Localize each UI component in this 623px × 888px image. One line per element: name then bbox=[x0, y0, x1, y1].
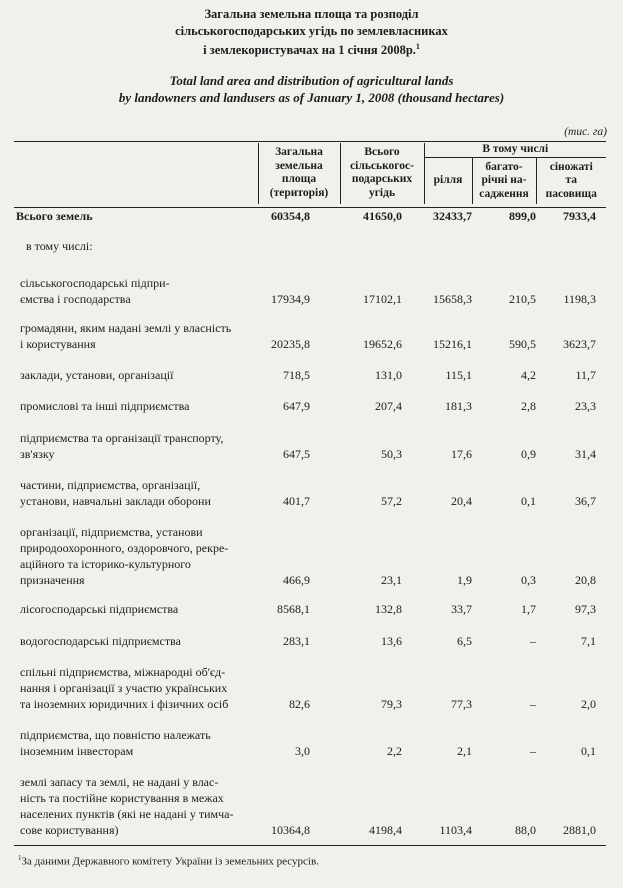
row-value-hayfields: 97,3 bbox=[575, 602, 596, 616]
row-label bbox=[20, 367, 270, 383]
row-value-arable: 6,5 bbox=[457, 634, 472, 648]
row-label bbox=[20, 664, 270, 712]
row-label-line: водогосподарські підприємства bbox=[20, 634, 181, 648]
row-value-perennial: 88,0 bbox=[515, 823, 536, 837]
row-label bbox=[20, 774, 270, 838]
title-ua-line-3 bbox=[0, 39, 623, 59]
row-value-perennial: 1,7 bbox=[521, 602, 536, 616]
row-label-line: призначення bbox=[20, 573, 85, 587]
row-value-hayfields: 2881,0 bbox=[563, 823, 596, 837]
header-label-column bbox=[14, 143, 258, 204]
row-label bbox=[20, 320, 270, 352]
header-agricultural-lands bbox=[340, 143, 424, 204]
row-value-hayfields: 20,8 bbox=[575, 573, 596, 587]
row-value-agricultural: 2,2 bbox=[387, 744, 402, 758]
header-perennial-l1: багато- bbox=[485, 160, 523, 173]
row-label-line: промислові та інші підприємства bbox=[20, 399, 190, 413]
row-value-hayfields: 23,3 bbox=[575, 399, 596, 413]
total-value-2: 41650,0 bbox=[363, 209, 402, 223]
table-row bbox=[14, 275, 606, 307]
row-value-agricultural: 17102,1 bbox=[363, 292, 402, 306]
table-row bbox=[14, 477, 606, 509]
row-value-perennial: – bbox=[530, 697, 536, 711]
row-label bbox=[20, 727, 270, 759]
row-value-arable: 15216,1 bbox=[433, 337, 472, 351]
header-perennial bbox=[472, 158, 536, 204]
subheading-row bbox=[14, 238, 606, 254]
row-value-hayfields: 31,4 bbox=[575, 447, 596, 461]
header-perennial-l3: садження bbox=[479, 187, 529, 200]
table-top-rule bbox=[14, 141, 606, 142]
row-value-total-area: 647,9 bbox=[283, 399, 310, 413]
row-label bbox=[20, 601, 270, 617]
row-value-total-area: 3,0 bbox=[295, 744, 310, 758]
row-value-arable: 1,9 bbox=[457, 573, 472, 587]
table-row bbox=[14, 430, 606, 462]
row-value-arable: 20,4 bbox=[451, 494, 472, 508]
table-row bbox=[14, 633, 606, 649]
title-en-line-1: Total land area and distribution of agricultural lands bbox=[169, 73, 454, 88]
table-row bbox=[14, 727, 606, 759]
row-value-agricultural: 19652,6 bbox=[363, 337, 402, 351]
row-label bbox=[20, 430, 270, 462]
header-agri-l1: Всього bbox=[364, 146, 400, 159]
header-hay-l2: та bbox=[565, 174, 578, 186]
row-value-perennial: – bbox=[530, 744, 536, 758]
row-label-line: населених пунктів (які не надані у тимча- bbox=[20, 807, 234, 821]
row-label bbox=[20, 477, 270, 509]
header-total-area bbox=[258, 143, 340, 204]
row-label-line: громадяни, яким надані землі у власність bbox=[20, 321, 232, 335]
total-value-4: 899,0 bbox=[509, 209, 536, 223]
row-value-agricultural: 23,1 bbox=[381, 573, 402, 587]
header-arable bbox=[424, 158, 472, 204]
row-label-line: сільськогосподарські підпри- bbox=[20, 276, 170, 290]
row-value-hayfields: 0,1 bbox=[581, 744, 596, 758]
title-en-line-2: by landowners and landusers as of January 1, 2008 (thousand hectares) bbox=[118, 90, 505, 105]
row-label-line: організації, підприємства, установи bbox=[20, 525, 203, 539]
table-row bbox=[14, 774, 606, 838]
row-value-hayfields: 7,1 bbox=[581, 634, 596, 648]
header-perennial-l2: річні на- bbox=[481, 174, 527, 186]
row-value-perennial: 4,2 bbox=[521, 368, 536, 382]
header-group-including: В тому числі bbox=[424, 143, 606, 158]
row-value-total-area: 8568,1 bbox=[277, 602, 310, 616]
row-value-arable: 115,1 bbox=[445, 368, 472, 382]
row-value-agricultural: 50,3 bbox=[381, 447, 402, 461]
row-value-hayfields: 36,7 bbox=[575, 494, 596, 508]
title-ua-line-3-text: і землекористувачах на 1 січня 2008р. bbox=[203, 43, 416, 58]
row-label bbox=[20, 524, 270, 588]
row-value-arable: 17,6 bbox=[451, 447, 472, 461]
row-label-line: ємства і господарства bbox=[20, 292, 131, 306]
row-value-perennial: 2,8 bbox=[521, 399, 536, 413]
units-label: (тис. га) bbox=[564, 126, 607, 138]
row-value-arable: 33,7 bbox=[451, 602, 472, 616]
header-agri-l2: сільськогос- bbox=[350, 159, 414, 172]
row-value-total-area: 647,5 bbox=[283, 447, 310, 461]
row-value-perennial: 590,5 bbox=[509, 337, 536, 351]
row-value-agricultural: 132,8 bbox=[375, 602, 402, 616]
header-total-area-l2: земельна bbox=[275, 159, 323, 172]
title-english bbox=[0, 72, 623, 106]
row-label-line: аційного та історико-культурного bbox=[20, 557, 191, 571]
row-label-line: і користування bbox=[20, 337, 96, 351]
title-ukrainian bbox=[0, 6, 623, 59]
row-value-total-area: 17934,9 bbox=[271, 292, 310, 306]
row-value-perennial: – bbox=[530, 634, 536, 648]
table-row bbox=[14, 320, 606, 352]
row-value-agricultural: 207,4 bbox=[375, 399, 402, 413]
row-value-total-area: 10364,8 bbox=[271, 823, 310, 837]
row-value-arable: 1103,4 bbox=[439, 823, 472, 837]
row-label-line: зв'язку bbox=[20, 447, 55, 461]
row-label-line: установи, навчальні заклади оборони bbox=[20, 494, 211, 508]
table-row-total bbox=[14, 208, 606, 224]
row-label-line: іноземним інвесторам bbox=[20, 744, 134, 758]
row-value-total-area: 718,5 bbox=[283, 368, 310, 382]
row-label-line: природоохоронного, оздоровчого, рекре- bbox=[20, 541, 229, 555]
row-value-hayfields: 3623,7 bbox=[563, 337, 596, 351]
title-footnote-mark: 1 bbox=[415, 42, 420, 51]
row-value-total-area: 82,6 bbox=[289, 697, 310, 711]
total-value-3: 32433,7 bbox=[433, 209, 472, 223]
footnote-mark: 1 bbox=[18, 854, 22, 862]
row-value-total-area: 466,9 bbox=[283, 573, 310, 587]
row-value-arable: 77,3 bbox=[451, 697, 472, 711]
header-agri-l4: угідь bbox=[368, 186, 396, 199]
row-label-line: та іноземних юридичних і фізичних осіб bbox=[20, 697, 229, 711]
total-label: Всього земель bbox=[16, 209, 93, 223]
row-label bbox=[20, 633, 270, 649]
row-label-line: підприємства, що повністю належать bbox=[20, 728, 211, 742]
table-row bbox=[14, 524, 606, 588]
row-label-line: заклади, установи, організації bbox=[20, 368, 174, 382]
row-label-line: нання і організації з участю українських bbox=[20, 681, 228, 695]
row-value-arable: 15658,3 bbox=[433, 292, 472, 306]
row-label-line: сове користування) bbox=[20, 823, 119, 837]
row-value-agricultural: 79,3 bbox=[381, 697, 402, 711]
row-label-line: землі запасу та землі, не надані у влас- bbox=[20, 775, 219, 789]
row-value-agricultural: 57,2 bbox=[381, 494, 402, 508]
row-value-total-area: 283,1 bbox=[283, 634, 310, 648]
row-label-line: підприємства та організації транспорту, bbox=[20, 431, 224, 445]
row-label bbox=[20, 398, 270, 414]
row-label-line: частини, підприємства, організації, bbox=[20, 478, 201, 492]
table-header bbox=[14, 143, 606, 204]
row-value-agricultural: 4198,4 bbox=[369, 823, 402, 837]
subheading-label: в тому числі: bbox=[26, 239, 93, 253]
row-value-arable: 2,1 bbox=[457, 744, 472, 758]
title-ua-line-1: Загальна земельна площа та розподіл bbox=[204, 7, 419, 21]
header-total-area-l3: площа bbox=[281, 173, 317, 186]
table-bottom-rule bbox=[14, 845, 606, 846]
row-label bbox=[20, 275, 270, 307]
row-value-agricultural: 131,0 bbox=[375, 368, 402, 382]
table-row bbox=[14, 398, 606, 414]
row-value-perennial: 0,1 bbox=[521, 494, 536, 508]
title-ua-line-2: сільськогосподарських угідь по землевласниках bbox=[175, 23, 448, 38]
header-hay-l1: сіножаті bbox=[549, 160, 593, 173]
row-value-agricultural: 13,6 bbox=[381, 634, 402, 648]
footnote bbox=[18, 854, 319, 868]
header-hay-l3: пасовища bbox=[545, 187, 597, 200]
row-value-perennial: 210,5 bbox=[509, 292, 536, 306]
row-label-line: ність та постійне користування в межах bbox=[20, 791, 224, 805]
table-row bbox=[14, 664, 606, 712]
row-value-arable: 181,3 bbox=[445, 399, 472, 413]
row-value-hayfields: 2,0 bbox=[581, 697, 596, 711]
row-value-perennial: 0,3 bbox=[521, 573, 536, 587]
row-value-perennial: 0,9 bbox=[521, 447, 536, 461]
table-row bbox=[14, 601, 606, 617]
row-label-line: лісогосподарські підприємства bbox=[20, 602, 179, 616]
row-value-total-area: 20235,8 bbox=[271, 337, 310, 351]
total-value-1: 60354,8 bbox=[271, 209, 310, 223]
row-value-hayfields: 11,7 bbox=[575, 368, 596, 382]
table-row bbox=[14, 367, 606, 383]
header-total-area-l4: (територія) bbox=[269, 186, 329, 199]
footnote-text: За даними Державного комітету України із земельних ресурсів. bbox=[21, 855, 319, 868]
total-value-5: 7933,4 bbox=[563, 209, 596, 223]
header-agri-l3: подарських bbox=[351, 173, 413, 186]
row-value-total-area: 401,7 bbox=[283, 494, 310, 508]
row-value-hayfields: 1198,3 bbox=[563, 292, 596, 306]
row-label-line: спільні підприємства, міжнародні об'єд- bbox=[20, 665, 226, 679]
header-arable-l1: рілля bbox=[433, 174, 463, 186]
header-hayfields bbox=[536, 158, 606, 204]
header-total-area-l1: Загальна bbox=[275, 146, 323, 159]
